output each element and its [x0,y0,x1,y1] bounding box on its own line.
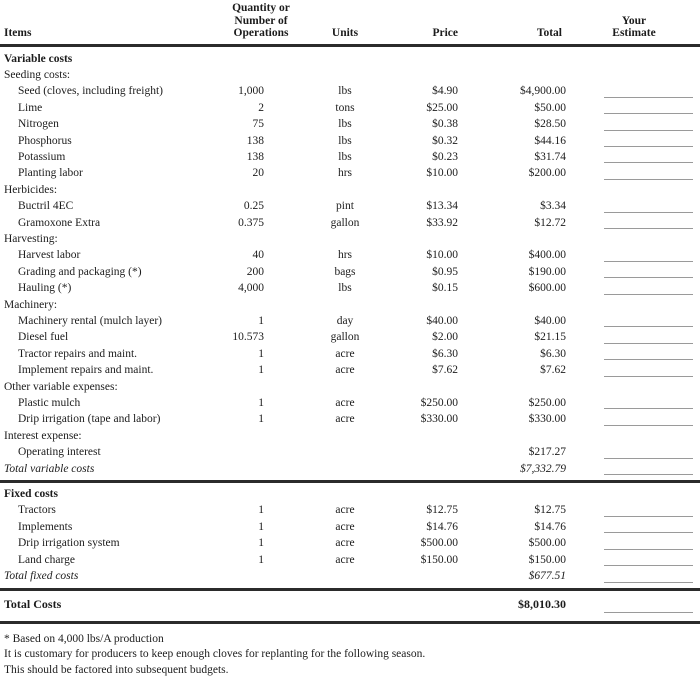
item-label: Drip irrigation (tape and labor) [18,413,161,426]
estimate-cell[interactable] [568,83,700,99]
table-row [0,149,700,165]
units-value [300,444,390,460]
total-value: $3.34 [540,200,566,213]
total-value [462,486,568,502]
units-value [300,297,390,313]
units-value: acre [335,553,355,566]
table-row [0,519,700,535]
estimate-cell[interactable] [568,133,700,149]
budget-rows [0,45,700,627]
estimate-cell[interactable] [568,594,700,618]
units-value: lbs [338,282,352,295]
estimate-blank-line[interactable] [604,134,693,147]
estimate-cell[interactable] [568,411,700,427]
item-label: Land charge [18,553,75,566]
price-value [390,182,462,198]
header-line: Operations [233,27,289,39]
total-value: $500.00 [528,537,566,550]
units-value: acre [335,504,355,517]
table-row [0,116,700,132]
quantity-value [222,568,300,584]
units-value [300,461,390,477]
price-value: $40.00 [426,315,458,327]
price-value [390,231,462,247]
estimate-blank-line[interactable] [604,446,693,459]
divider-cell [0,618,700,627]
estimate-blank-line[interactable] [604,167,693,180]
estimate-blank-line[interactable] [604,331,693,344]
estimate-blank-line[interactable] [604,118,693,131]
item-label: Buctril 4EC [18,200,74,213]
table-row [0,83,700,99]
item-label: Nitrogen [18,118,59,131]
total-value: $190.00 [528,265,566,278]
price-value: $0.38 [432,118,458,131]
units-value [300,231,390,247]
units-value: lbs [338,118,352,131]
units-value: acre [335,397,355,410]
quantity-value: 0.375 [238,216,264,229]
total-value: $40.00 [534,315,566,327]
item-label: Variable costs [4,52,73,65]
estimate-blank-line[interactable] [604,85,693,98]
table-row [0,594,700,618]
quantity-value: 1 [258,537,264,550]
total-value [462,45,568,67]
quantity-value: 2 [258,101,264,114]
total-value: $12.75 [534,504,566,517]
table-row [0,45,700,67]
table-row [0,444,700,460]
divider-cell [0,477,700,486]
estimate-blank-line[interactable] [604,347,693,360]
total-value: $28.50 [534,118,566,131]
estimate-cell[interactable] [568,313,700,329]
quantity-value: 1 [258,364,264,377]
price-value [390,444,462,460]
units-value: pint [336,200,354,213]
divider-cell [0,585,700,594]
estimate-cell[interactable] [568,346,700,362]
estimate-cell[interactable] [568,519,700,535]
price-value [390,461,462,477]
estimate-cell[interactable] [568,552,700,568]
quantity-value: 1 [258,315,264,327]
total-value: $7,332.79 [520,462,566,475]
table-row [0,568,700,584]
estimate-blank-line[interactable] [604,504,693,517]
units-value: acre [335,347,355,360]
quantity-value: 1,000 [238,85,264,98]
estimate-cell[interactable] [568,215,700,231]
quantity-value [222,379,300,395]
footnote-replanting: It is customary for producers to keep enough cloves for replanting for the following season. [4,648,426,661]
price-value [390,379,462,395]
quantity-value: 1 [258,413,264,426]
estimate-blank-line[interactable] [604,570,693,583]
item-label: Tractors [18,504,56,517]
item-label: Diesel fuel [18,331,69,344]
estimate-cell[interactable] [568,502,700,518]
item-label: Drip irrigation system [18,537,120,550]
header-line: Quantity or [232,2,290,14]
estimate-blank-line[interactable] [604,520,693,533]
estimate-blank-line[interactable] [604,150,693,163]
table-row [0,67,700,83]
item-label: Total Costs [4,596,62,611]
footnote-production-basis: * Based on 4,000 lbs/A production [4,632,164,645]
table-row [0,100,700,116]
units-value: acre [335,413,355,426]
item-label: Fixed costs [4,488,58,501]
total-value: $677.51 [528,570,566,583]
item-label: Implements [18,520,73,533]
estimate-cell [568,486,700,502]
table-row [0,486,700,502]
price-value: $150.00 [420,553,458,566]
estimate-cell[interactable] [568,444,700,460]
table-header [0,2,700,45]
col-header-price: Price [390,2,462,45]
item-label: Machinery rental (mulch layer) [18,315,163,327]
estimate-blank-line[interactable] [604,364,693,377]
estimate-blank-line[interactable] [604,537,693,550]
price-value [390,568,462,584]
item-label: Harvesting: [4,232,58,245]
estimate-blank-line[interactable] [604,249,693,262]
table-row [0,461,700,477]
item-label: Potassium [18,150,66,163]
units-value [300,594,390,618]
price-value: $0.32 [432,134,458,147]
section-divider-row [0,585,700,594]
estimate-cell[interactable] [568,165,700,181]
units-value: lbs [338,150,352,163]
quantity-value [222,231,300,247]
units-value [300,67,390,83]
table-row [0,264,700,280]
units-value: tons [335,101,355,114]
total-value [462,231,568,247]
estimate-cell [568,45,700,67]
header-line: Estimate [612,27,656,39]
total-value: $7.62 [540,364,566,377]
col-header-items: Items [0,2,222,45]
estimate-blank-line[interactable] [604,282,693,295]
estimate-blank-line[interactable] [604,600,693,613]
price-value: $2.00 [432,331,458,344]
col-header-units: Units [300,2,390,45]
quantity-value [222,45,300,67]
quantity-value [222,297,300,313]
quantity-value [222,428,300,444]
item-label: Interest expense: [4,429,82,442]
total-value [462,379,568,395]
price-value: $0.15 [432,282,458,295]
table-row [0,411,700,427]
estimate-blank-line[interactable] [604,314,693,327]
item-label: Total fixed costs [4,570,79,583]
price-value: $4.90 [432,85,458,98]
item-label: Lime [18,101,43,114]
item-label: Plastic mulch [18,397,81,410]
units-value: hrs [337,249,353,262]
total-value [462,67,568,83]
estimate-blank-line[interactable] [604,396,693,409]
price-value [390,45,462,67]
estimate-blank-line[interactable] [604,413,693,426]
price-value: $0.95 [432,265,458,278]
quantity-value: 4,000 [238,282,264,295]
table-row [0,428,700,444]
item-label: Other variable expenses: [4,380,118,393]
price-value [390,67,462,83]
estimate-cell [568,428,700,444]
units-value: lbs [338,134,352,147]
item-label: Seeding costs: [4,68,71,81]
table-row [0,346,700,362]
total-value [462,182,568,198]
total-value: $44.16 [534,134,566,147]
price-value: $10.00 [426,167,458,180]
units-value [300,45,390,67]
quantity-value [222,486,300,502]
table-row [0,329,700,345]
table-row [0,552,700,568]
price-value: $7.62 [432,364,458,377]
estimate-cell[interactable] [568,395,700,411]
quantity-value: 0.25 [243,200,264,213]
thick-rule [0,621,700,624]
estimate-blank-line[interactable] [604,553,693,566]
price-value: $13.34 [426,200,458,213]
table-row [0,133,700,149]
total-value: $8,010.30 [518,596,566,611]
units-value: gallon [330,216,360,229]
item-label: Hauling (*) [18,282,72,295]
total-value: $50.00 [534,101,566,114]
units-value [300,182,390,198]
estimate-cell[interactable] [568,461,700,477]
total-value: $14.76 [534,520,566,533]
estimate-cell[interactable] [568,198,700,214]
item-label: Machinery: [4,298,58,311]
estimate-cell[interactable] [568,362,700,378]
estimate-cell[interactable] [568,280,700,296]
budget-table [0,2,700,627]
quantity-value: 1 [258,504,264,517]
table-row [0,395,700,411]
total-value: $4,900.00 [520,85,566,98]
item-label: Herbicides: [4,183,58,196]
total-value: $150.00 [528,553,566,566]
header-row [0,2,700,45]
item-label: Implement repairs and maint. [18,364,154,377]
thick-rule [0,588,700,591]
item-label: Grading and packaging (*) [18,265,142,278]
table-row [0,198,700,214]
table-row [0,247,700,263]
col-header-quantity [222,2,300,45]
units-value: hrs [337,167,353,180]
total-value: $400.00 [528,249,566,262]
estimate-blank-line[interactable] [604,200,693,213]
quantity-value [222,444,300,460]
section-divider-row [0,618,700,627]
units-value [300,568,390,584]
total-value: $250.00 [528,397,566,410]
table-row [0,182,700,198]
estimate-cell [568,67,700,83]
total-value [462,297,568,313]
quantity-value: 200 [246,265,264,278]
estimate-cell[interactable] [568,329,700,345]
footnotes [0,627,700,679]
total-value: $6.30 [540,347,566,360]
estimate-blank-line[interactable] [604,265,693,278]
units-value [300,428,390,444]
estimate-cell [568,297,700,313]
item-label: Total variable costs [4,462,95,475]
price-value [390,297,462,313]
units-value: day [336,315,354,327]
table-row [0,215,700,231]
quantity-value: 10.573 [232,331,264,344]
thick-rule [0,480,700,483]
quantity-value: 1 [258,347,264,360]
header-line: Number of [234,14,288,27]
price-value: $0.23 [432,150,458,163]
estimate-blank-line[interactable] [604,462,693,475]
units-value: acre [335,520,355,533]
item-label: Harvest labor [18,249,81,262]
quantity-value [222,182,300,198]
estimate-cell[interactable] [568,149,700,165]
quantity-value: 20 [252,167,264,180]
item-label: Tractor repairs and maint. [18,347,138,360]
item-label: Planting labor [18,167,83,180]
price-value: $6.30 [432,347,458,360]
estimate-cell[interactable] [568,100,700,116]
quantity-value [222,594,300,618]
table-row [0,535,700,551]
price-value: $12.75 [426,504,458,517]
estimate-blank-line[interactable] [604,101,693,114]
col-header-your-estimate [568,2,700,45]
price-value [390,428,462,444]
table-row [0,165,700,181]
table-row [0,297,700,313]
quantity-value: 1 [258,553,264,566]
quantity-value: 138 [246,134,264,147]
quantity-value [222,461,300,477]
units-value: acre [335,364,355,377]
total-value: $217.27 [528,446,566,459]
estimate-cell [568,231,700,247]
price-value: $10.00 [426,249,458,262]
item-label: Operating interest [18,446,101,459]
price-value [390,486,462,502]
table-row [0,502,700,518]
footnote-subsequent-budgets: This should be factored into subsequent budgets. [4,663,229,676]
units-value [300,379,390,395]
price-value: $14.76 [426,520,458,533]
quantity-value: 1 [258,520,264,533]
quantity-value: 1 [258,397,264,410]
table-row [0,231,700,247]
total-value: $200.00 [528,167,566,180]
item-label: Gramoxone Extra [18,216,101,229]
total-value: $600.00 [528,282,566,295]
estimate-cell[interactable] [568,116,700,132]
total-value: $31.74 [534,150,566,163]
units-value: bags [334,265,356,278]
estimate-cell [568,379,700,395]
quantity-value: 40 [252,249,264,262]
estimate-cell [568,182,700,198]
table-row [0,379,700,395]
estimate-cell[interactable] [568,535,700,551]
total-value: $21.15 [534,331,566,344]
col-header-total: Total [462,2,568,45]
estimate-blank-line[interactable] [604,216,693,229]
units-value: gallon [330,331,360,344]
price-value: $330.00 [420,413,458,426]
units-value [300,486,390,502]
quantity-value: 138 [246,150,264,163]
price-value: $500.00 [420,537,458,550]
quantity-value [222,67,300,83]
table-row [0,362,700,378]
header-line: Your [621,14,647,27]
estimate-cell[interactable] [568,568,700,584]
units-value: acre [335,537,355,550]
table-row [0,313,700,329]
quantity-value: 75 [252,118,264,131]
price-value: $25.00 [426,101,458,114]
item-label: Seed (cloves, including freight) [18,85,163,98]
estimate-cell[interactable] [568,264,700,280]
total-value: $330.00 [528,413,566,426]
price-value [390,594,462,618]
total-value: $12.72 [534,216,566,229]
section-divider-row [0,477,700,486]
item-label: Phosphorus [18,134,72,147]
units-value: lbs [338,85,352,98]
price-value: $33.92 [426,216,458,229]
price-value: $250.00 [420,397,458,410]
estimate-cell[interactable] [568,247,700,263]
table-row [0,280,700,296]
total-value [462,428,568,444]
